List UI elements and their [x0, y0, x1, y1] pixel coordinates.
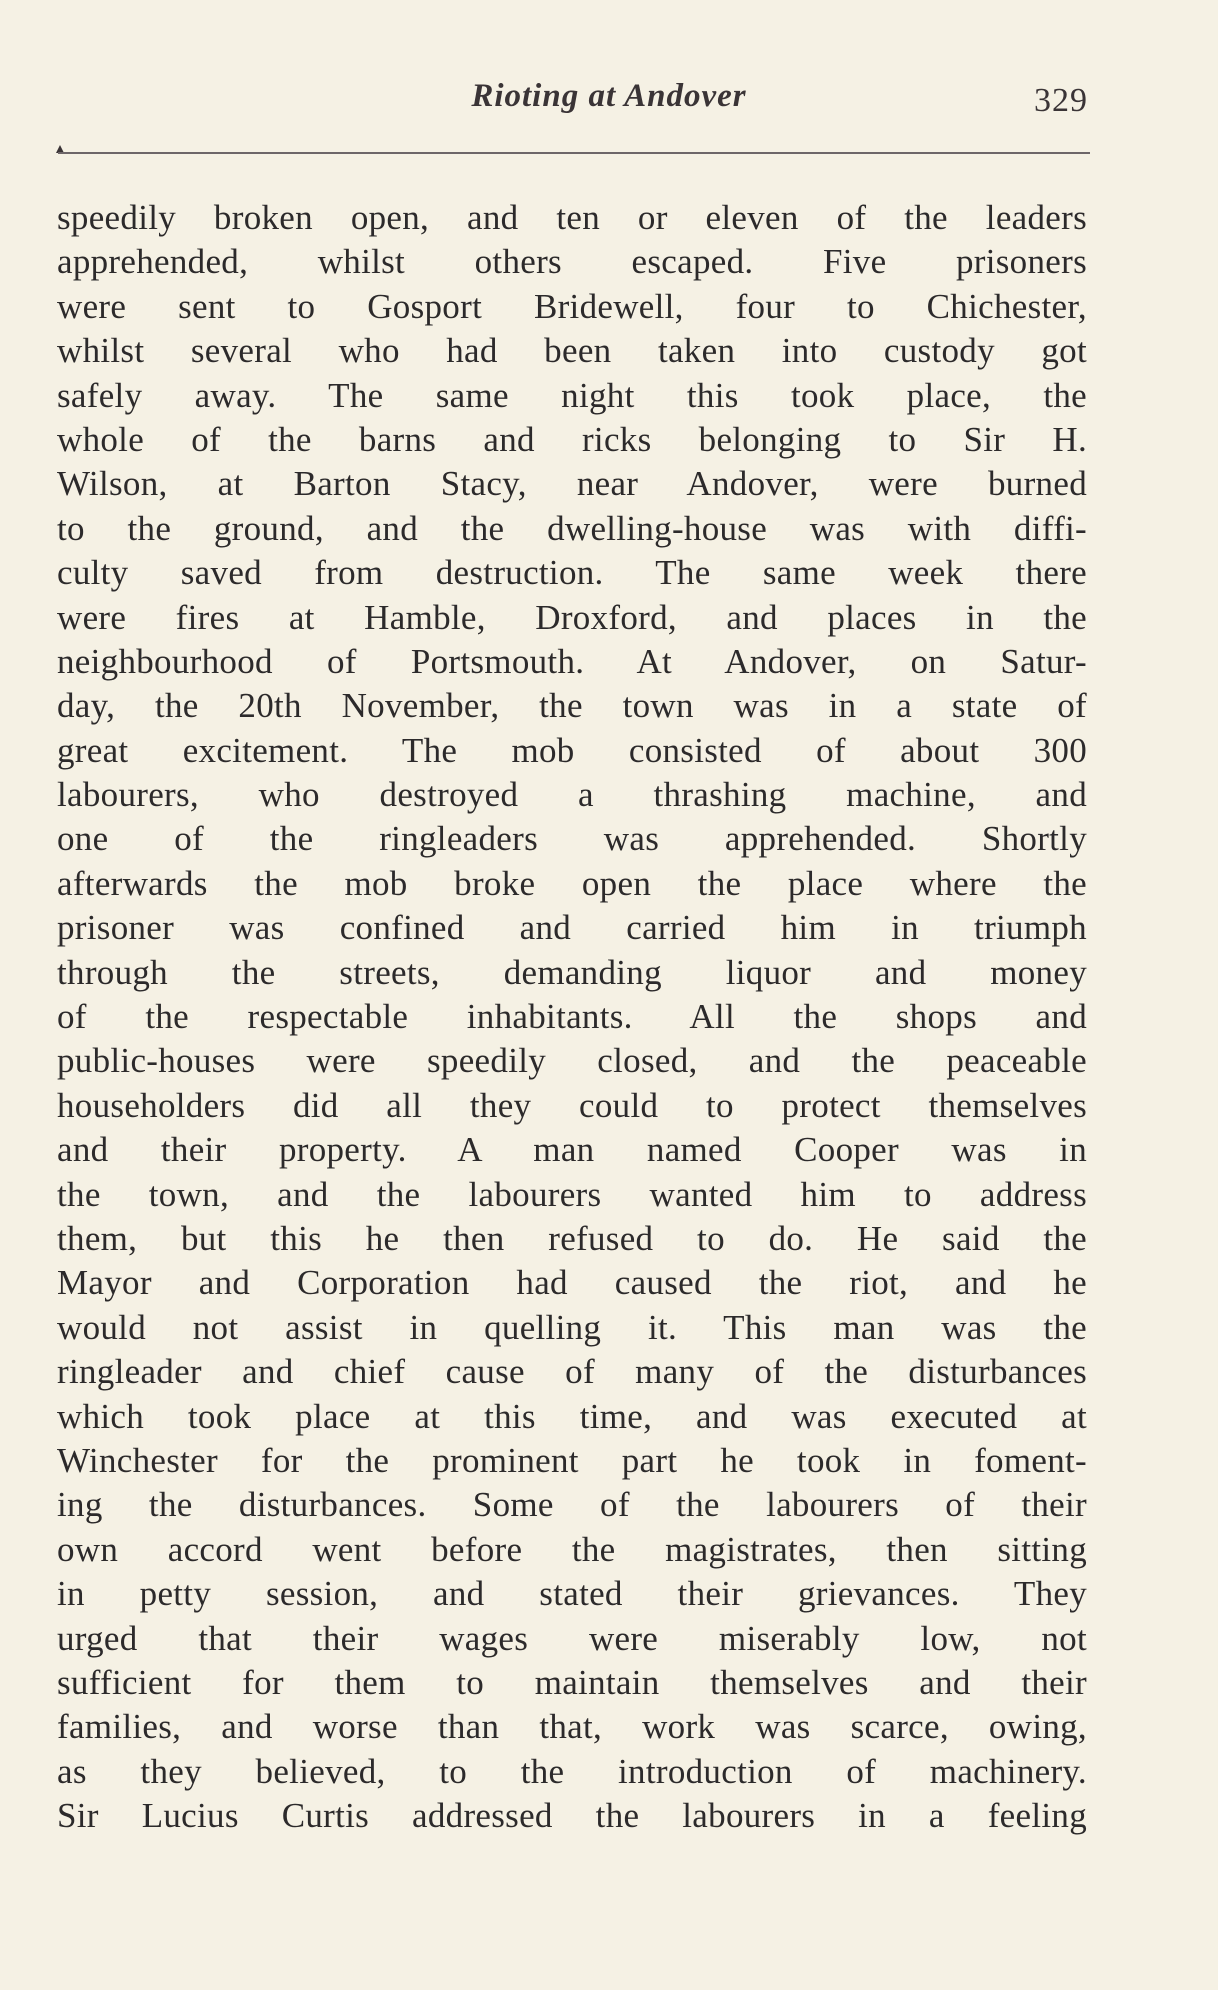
text-line: were fires at Hamble, Droxford, and places in the [57, 597, 1087, 637]
text-line: apprehended, whilst others escaped. Five prisoners [57, 242, 1087, 282]
text-line: were sent to Gosport Bridewell, four to Chichester, [57, 286, 1087, 326]
text-line: whilst several who had been taken into custody got [57, 331, 1087, 371]
text-line: sufficient for them to maintain themselves and their [57, 1662, 1087, 1702]
text-line: urged that their wages were miserably low, not [57, 1618, 1087, 1658]
text-line: which took place at this time, and was executed at [57, 1396, 1087, 1436]
page-number: 329 [1034, 82, 1088, 119]
text-line: day, the 20th November, the town was in a state of [57, 686, 1087, 726]
text-line: culty saved from destruction. The same week there [57, 553, 1087, 593]
text-line: public-houses were speedily closed, and the peaceable [57, 1041, 1087, 1081]
body-text [57, 196, 1087, 1838]
text-line: householders did all they could to protect themselves [57, 1085, 1087, 1125]
text-line: safely away. The same night this took place, the [57, 375, 1087, 415]
text-line: in petty session, and stated their grievances. They [57, 1574, 1087, 1614]
text-line: of the respectable inhabitants. All the shops and [57, 997, 1087, 1037]
text-line: neighbourhood of Portsmouth. At Andover, on Satur- [57, 641, 1087, 681]
text-line: Sir Lucius Curtis addressed the labourers in a feeling [57, 1796, 1087, 1836]
text-line: prisoner was confined and carried him in triumph [57, 908, 1087, 948]
text-line: Wilson, at Barton Stacy, near Andover, were burned [57, 464, 1087, 504]
running-head [0, 78, 1218, 128]
text-line: the town, and the labourers wanted him to address [57, 1174, 1087, 1214]
text-line: Winchester for the prominent part he took in foment- [57, 1440, 1087, 1480]
text-line: labourers, who destroyed a thrashing machine, and [57, 775, 1087, 815]
text-line: through the streets, demanding liquor and money [57, 952, 1087, 992]
text-line: them, but this he then refused to do. He said the [57, 1218, 1087, 1258]
text-line: Mayor and Corporation had caused the riot, and he [57, 1263, 1087, 1303]
text-line: own accord went before the magistrates, then sitting [57, 1529, 1087, 1569]
text-line: would not assist in quelling it. This man was the [57, 1307, 1087, 1347]
text-line: ringleader and chief cause of many of the disturbances [57, 1352, 1087, 1392]
text-line: to the ground, and the dwelling-house was with diffi- [57, 508, 1087, 548]
text-line: afterwards the mob broke open the place where the [57, 863, 1087, 903]
text-line: one of the ringleaders was apprehended. Shortly [57, 819, 1087, 859]
text-line: and their property. A man named Cooper was in [57, 1130, 1087, 1170]
text-line: great excitement. The mob consisted of about 300 [57, 730, 1087, 770]
text-line: speedily broken open, and ten or eleven of the leaders [57, 198, 1087, 237]
text-line: whole of the barns and ricks belonging to Sir H. [57, 419, 1087, 459]
text-line: families, and worse than that, work was scarce, owing, [57, 1707, 1087, 1747]
text-line: ing the disturbances. Some of the labourers of their [57, 1485, 1087, 1525]
running-title: Rioting at Andover [471, 78, 747, 114]
header-rule [58, 152, 1090, 154]
text-line: as they believed, to the introduction of machinery. [57, 1751, 1087, 1791]
